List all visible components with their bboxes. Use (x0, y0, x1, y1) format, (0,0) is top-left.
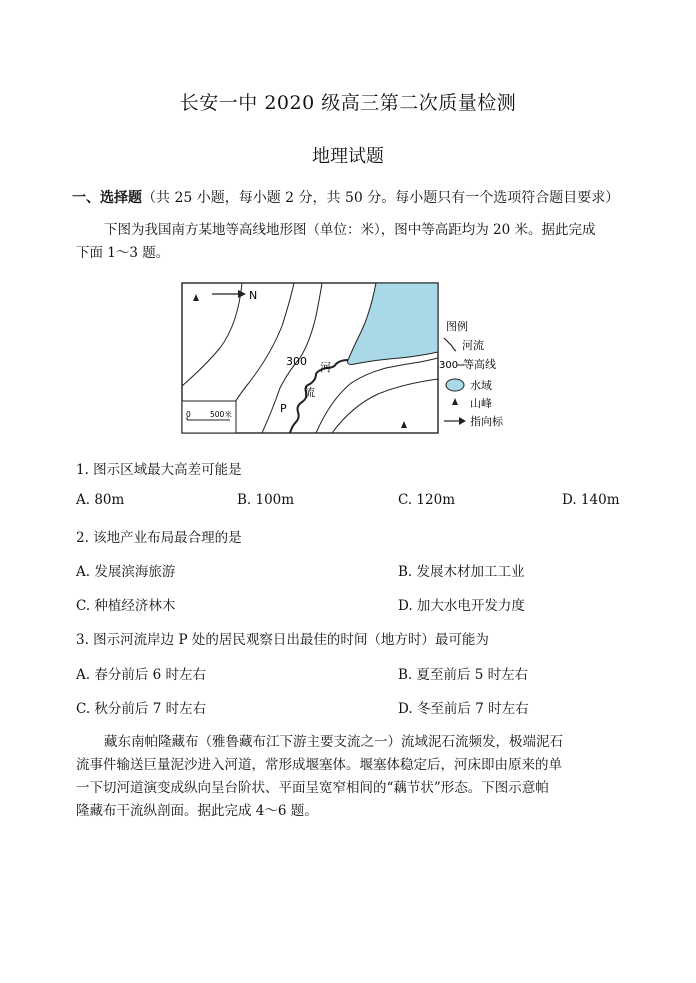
section-heading (72, 187, 619, 207)
contour-label: 300 (286, 355, 307, 368)
q3-option-a[interactable]: A. 春分前后 6 时左右 (76, 667, 207, 683)
exam-title: 长安一中 2020 级高三第二次质量检测 (179, 92, 517, 114)
scale-distance: 500米 (210, 410, 232, 419)
river-legend-icon (444, 338, 456, 351)
legend-contour-value: 300 (439, 360, 459, 371)
intro2-line2: 流事件输送巨量泥沙进入河道，常形成堰塞体。堰塞体稳定后，河床即由原来的单 (76, 757, 562, 773)
q1-option-b[interactable]: B. 100m (237, 492, 295, 508)
section-heading-rest: （共 25 小题，每小题 2 分，共 50 分。每小题只有一个选项符合题目要求） (142, 190, 620, 206)
q2-option-d[interactable]: D. 加大水电开发力度 (398, 598, 525, 614)
river-char1: 河 (320, 361, 331, 374)
point-p-label: P (280, 402, 287, 415)
q3-option-c[interactable]: C. 秋分前后 7 时左右 (76, 701, 207, 717)
legend-title: 图例 (446, 320, 468, 333)
intro2-line4: 隆藏布干流纵剖面。据此完成 4～6 题。 (76, 803, 318, 819)
q2-option-c[interactable]: C. 种植经济林木 (76, 598, 176, 614)
intro1-line1: 下图为我国南方某地等高线地形图（单位：米），图中等高距均为 20 米。据此完成 (104, 222, 596, 238)
arrow-legend-icon (459, 417, 466, 425)
legend-river: 河流 (462, 339, 484, 352)
legend-contour: 等高线 (463, 358, 496, 371)
question-2: 2. 该地产业布局最合理的是 (76, 530, 242, 546)
question-3: 3. 图示河流岸边 P 处的居民观察日出最佳的时间（地方时）最可能为 (76, 632, 489, 648)
q1-option-d[interactable]: D. 140m (562, 492, 620, 508)
q1-option-c[interactable]: C. 120m (398, 492, 455, 508)
q2-option-a[interactable]: A. 发展滨海旅游 (76, 564, 176, 580)
intro2-line1: 藏东南帕隆藏布（雅鲁藏布江下游主要支流之一）流域泥石流频发，极端泥石 (104, 734, 563, 750)
q3-option-b[interactable]: B. 夏至前后 5 时左右 (398, 667, 529, 683)
north-label: N (249, 289, 258, 302)
contour-map-figure (150, 276, 530, 436)
section-heading-bold: 一、选择题 (72, 190, 142, 206)
q2-option-b[interactable]: B. 发展木材加工工业 (398, 564, 525, 580)
legend-peak: 山峰 (470, 397, 492, 410)
intro1-line2: 下面 1～3 题。 (76, 245, 170, 261)
river-char2: 流 (304, 386, 315, 399)
peak-legend-icon (452, 398, 458, 405)
question-1: 1. 图示区域最大高差可能是 (76, 462, 242, 478)
water-legend-icon (446, 379, 464, 391)
intro2-line3: 一下切河道演变成纵向呈台阶状、平面呈宽窄相间的“藕节状”形态。下图示意帕 (76, 780, 549, 796)
q1-option-a[interactable]: A. 80m (76, 492, 125, 508)
legend-water: 水域 (470, 379, 492, 392)
exam-subtitle: 地理试题 (312, 146, 384, 167)
scale-zero: 0 (186, 410, 191, 419)
q3-option-d[interactable]: D. 冬至前后 7 时左右 (398, 701, 529, 717)
legend-arrow: 指向标 (470, 415, 503, 428)
